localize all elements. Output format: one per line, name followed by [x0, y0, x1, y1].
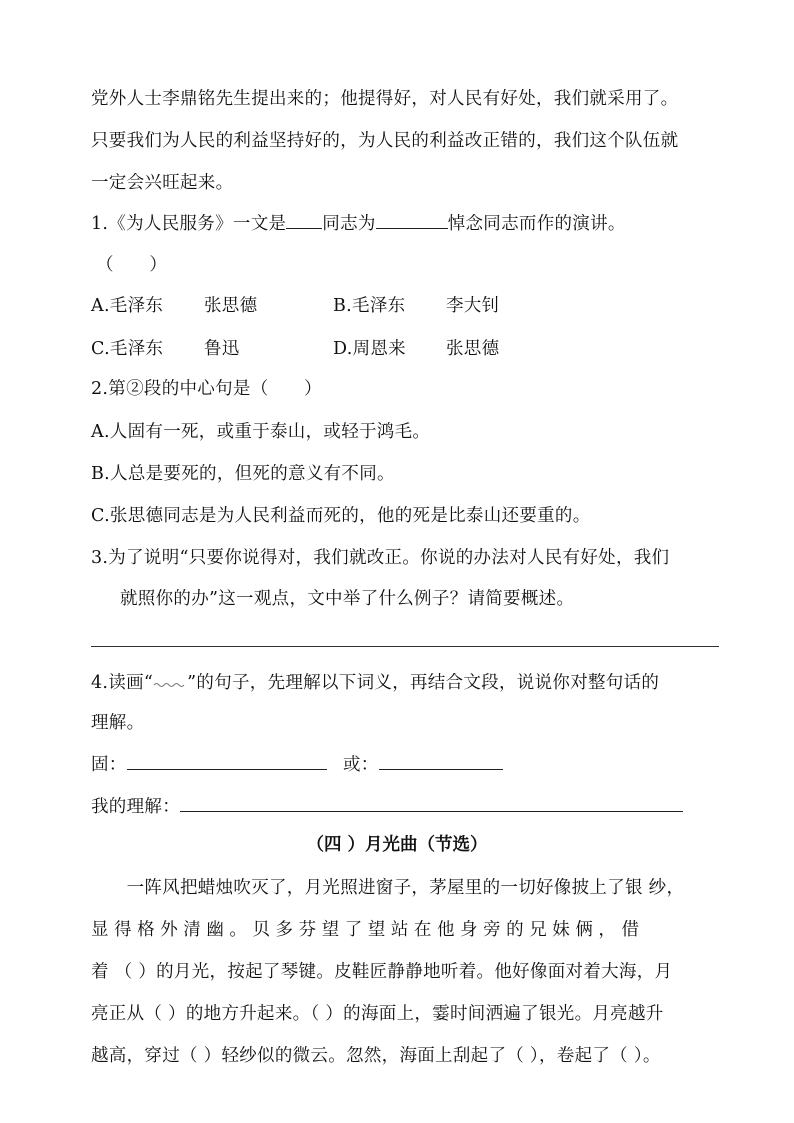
q1-option-b-name: 李大钊	[446, 296, 500, 316]
wavy-underline-icon	[153, 674, 187, 688]
understanding-answer-line[interactable]	[180, 795, 683, 812]
q2-option-b[interactable]: B.人总是要死的，但死的意义有不同。	[91, 464, 395, 484]
section-4-line-2: 显 得 格 外 清 幽 。 贝 多 芬 望 了 望 站 在 他 身 旁 的 兄 妹 俩 ， 借	[91, 920, 639, 940]
q2-option-a[interactable]: A.人固有一死，或重于泰山，或轻于鸿毛。	[91, 422, 431, 442]
section-4-line-4: 亮正从（ ）的地方升起来。（ ）的海面上，霎时间洒遍了银光。月亮越升	[91, 1004, 664, 1024]
question-4-line-1	[91, 671, 659, 695]
question-1-suffix: 悼念同志而作的演讲。	[447, 214, 626, 234]
gu-row	[91, 753, 327, 777]
question-3-answer-line[interactable]	[91, 646, 719, 647]
passage-line-1: 党外人士李鼎铭先生提出来的；他提得好，对人民有好处，我们就采用了。	[91, 89, 679, 109]
understanding-row	[91, 795, 683, 819]
question-2-stem: 2.第②段的中心句是（ ）	[91, 379, 322, 399]
section-4-line-1: 一阵风把蜡烛吹灭了，月光照进窗子，茅屋里的一切好像披上了银 纱，	[91, 878, 685, 898]
q1-option-b[interactable]	[333, 294, 500, 318]
question-4-suffix: ”的句子，先理解以下词义，再结合文段，说说你对整句话的	[187, 673, 660, 693]
q1-option-b-label: B.毛泽东	[333, 296, 406, 316]
question-1-middle: 同志为	[322, 214, 376, 234]
gu-label: 固：	[91, 755, 127, 775]
q1-option-a-name: 张思德	[204, 296, 258, 316]
q1-option-c[interactable]	[91, 337, 240, 361]
q1-option-c-name: 鲁迅	[204, 339, 240, 359]
huo-label: 或：	[343, 755, 379, 775]
q1-option-a-label: A.毛泽东	[91, 296, 164, 316]
passage-line-3: 一定会兴旺起来。	[91, 173, 234, 193]
q2-option-c[interactable]: C.张思德同志是为人民利益而死的，他的死是比泰山还要重的。	[91, 506, 591, 526]
q1-option-c-label: C.毛泽东	[91, 339, 164, 359]
understanding-label: 我的理解：	[91, 797, 180, 817]
gu-answer-line[interactable]	[127, 753, 327, 770]
question-1-blank-2[interactable]	[376, 212, 448, 229]
q1-option-a[interactable]	[91, 294, 258, 318]
question-1-blank-1[interactable]	[286, 212, 322, 229]
q1-option-d-name: 张思德	[446, 339, 500, 359]
section-4-title: （四 ）月光曲（节选）	[306, 835, 488, 855]
question-3-line-1: 3.为了说明“只要你说得对，我们就改正。你说的办法对人民有好处，我们	[91, 548, 670, 568]
question-1-answer-paren[interactable]: （ ）	[96, 255, 168, 275]
passage-line-2: 只要我们为人民的利益坚持好的，为人民的利益改正错的，我们这个队伍就	[91, 131, 679, 151]
huo-answer-line[interactable]	[379, 753, 503, 770]
huo-row	[343, 753, 503, 777]
question-1-prefix: 1.《为人民服务》一文是	[91, 214, 287, 234]
q1-option-d-label: D.周恩来	[333, 339, 406, 359]
question-4-prefix: 4.读画“	[91, 673, 154, 693]
q1-option-d[interactable]	[333, 337, 500, 361]
section-4-line-5: 越高，穿过（ ）轻纱似的微云。忽然，海面上刮起了（ ），卷起了（ ）。	[91, 1046, 661, 1066]
question-4-line-2: 理解。	[91, 713, 145, 733]
question-1	[91, 212, 626, 236]
section-4-line-3: 着 （ ）的月光，按起了琴键。皮鞋匠静静地听着。他好像面对着大海，月	[91, 962, 673, 982]
question-3-line-2: 就照你的办”这一观点，文中举了什么例子？请简要概述。	[120, 589, 575, 609]
